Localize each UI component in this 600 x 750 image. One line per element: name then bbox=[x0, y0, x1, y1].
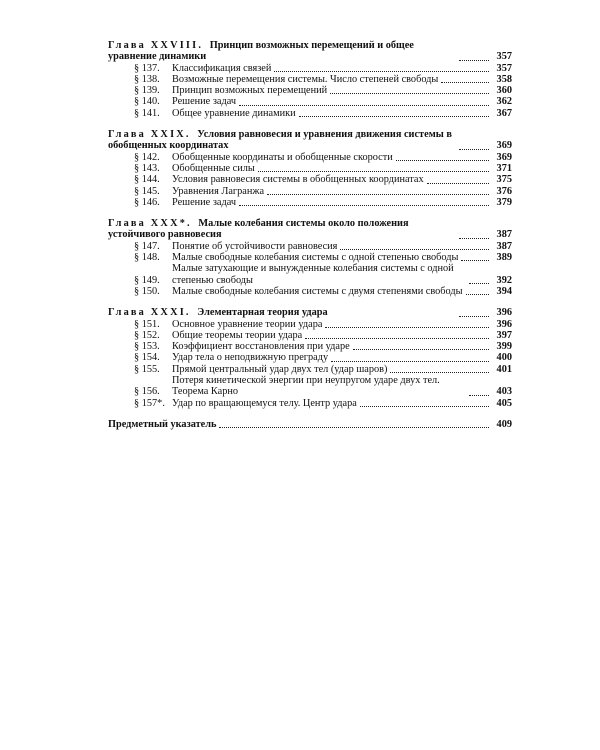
dot-leader bbox=[299, 115, 489, 117]
chapter-block bbox=[108, 129, 512, 208]
section-number: § 151. bbox=[134, 318, 160, 330]
dot-leader bbox=[360, 405, 489, 407]
section-title: Решение задач bbox=[172, 96, 237, 108]
section-title: Возможные перемещения системы. Число степеней свободы bbox=[172, 73, 439, 85]
section-number: § 142. bbox=[134, 151, 160, 163]
dot-leader bbox=[258, 170, 489, 172]
section-title: Уравнения Лагранжа bbox=[172, 185, 265, 197]
section-title: Малые свободные колебания системы с одной степенью свободы bbox=[172, 252, 459, 264]
section-entry bbox=[108, 341, 512, 352]
chapter-title: Принцип возможных перемещений и общее уравнение динамики bbox=[108, 40, 414, 63]
section-entry bbox=[108, 174, 512, 185]
section-title: Решение задач bbox=[172, 196, 237, 208]
section-title: Потеря кинетической энергии при неупругом ударе двух тел. Теорема Карно bbox=[172, 375, 440, 398]
section-entry bbox=[108, 63, 512, 74]
chapter-page-number: 357 bbox=[496, 51, 512, 63]
chapter-block bbox=[108, 307, 512, 409]
chapter-title: Условия равновесия и уравнения движения системы в обобщенных координатах bbox=[108, 129, 452, 152]
dot-leader bbox=[239, 204, 489, 206]
section-page-number: 403 bbox=[496, 386, 512, 398]
section-entry bbox=[108, 163, 512, 174]
section-title: Прямой центральный удар двух тел (удар шаров) bbox=[172, 363, 388, 375]
section-page-number: 367 bbox=[496, 107, 512, 119]
section-page-number: 405 bbox=[496, 397, 512, 409]
section-number: § 155. bbox=[134, 363, 160, 375]
section-entry bbox=[108, 252, 512, 263]
section-entry bbox=[108, 108, 512, 119]
section-title: Малые свободные колебания системы с двумя степенями свободы bbox=[172, 285, 463, 297]
section-number: § 141. bbox=[134, 107, 160, 119]
subject-index-page-number: 409 bbox=[496, 418, 512, 430]
section-entry bbox=[108, 286, 512, 297]
section-title: Удар тела о неподвижную преграду bbox=[172, 352, 329, 364]
section-page-number: 360 bbox=[496, 85, 512, 97]
dot-leader bbox=[239, 104, 489, 106]
dot-leader bbox=[330, 92, 489, 94]
chapter-page-number: 369 bbox=[496, 140, 512, 152]
section-title: Основное уравнение теории удара bbox=[172, 318, 323, 330]
section-number: § 149. bbox=[134, 274, 160, 286]
dot-leader bbox=[274, 70, 489, 72]
section-entry bbox=[108, 398, 512, 409]
section-entry bbox=[108, 375, 512, 398]
section-number: § 152. bbox=[134, 329, 160, 341]
section-page-number: 369 bbox=[496, 151, 512, 163]
chapter-heading bbox=[108, 129, 512, 152]
section-number: § 138. bbox=[134, 73, 160, 85]
section-entry bbox=[108, 352, 512, 363]
dot-leader bbox=[325, 326, 489, 328]
section-entry bbox=[108, 197, 512, 208]
chapter-title: Элементарная теория удара bbox=[197, 307, 328, 319]
section-number: § 139. bbox=[134, 85, 160, 97]
section-page-number: 397 bbox=[496, 329, 512, 341]
section-entry bbox=[108, 263, 512, 286]
chapter-page-number: 387 bbox=[496, 229, 512, 241]
section-title: Классификация связей bbox=[172, 62, 272, 74]
dot-leader bbox=[459, 59, 489, 61]
chapter-title: Малые колебания системы около положения устойчивого равновесия bbox=[108, 218, 409, 241]
section-entry bbox=[108, 85, 512, 96]
section-title: Удар по вращающемуся телу. Центр удара bbox=[172, 397, 357, 409]
section-page-number: 389 bbox=[496, 252, 512, 264]
chapter-heading bbox=[108, 218, 512, 241]
chapter-heading-text bbox=[108, 129, 456, 152]
chapter-block bbox=[108, 218, 512, 297]
section-page-number: 387 bbox=[496, 240, 512, 252]
chapter-label: Глава XXVIII. bbox=[108, 40, 204, 51]
table-of-contents bbox=[108, 40, 512, 430]
dot-leader bbox=[459, 315, 489, 317]
chapter-heading bbox=[108, 40, 512, 63]
dot-leader bbox=[469, 282, 489, 284]
section-title: Обобщенные координаты и обобщенные скорости bbox=[172, 151, 393, 163]
section-number: § 146. bbox=[134, 196, 160, 208]
section-title: Условия равновесия системы в обобщенных координатах bbox=[172, 174, 424, 186]
section-page-number: 376 bbox=[496, 185, 512, 197]
section-number: § 156. bbox=[134, 386, 160, 398]
section-page-number: 371 bbox=[496, 162, 512, 174]
dot-leader bbox=[461, 259, 489, 261]
section-number: § 144. bbox=[134, 174, 160, 186]
section-entry bbox=[108, 241, 512, 252]
chapter-page-number: 396 bbox=[496, 307, 512, 319]
section-entry bbox=[108, 96, 512, 107]
section-number: § 147. bbox=[134, 240, 160, 252]
dot-leader bbox=[441, 81, 489, 83]
chapter-heading-text bbox=[108, 40, 456, 63]
dot-leader bbox=[267, 193, 489, 195]
section-page-number: 394 bbox=[496, 285, 512, 297]
section-page-number: 357 bbox=[496, 62, 512, 74]
section-page-number: 358 bbox=[496, 73, 512, 85]
section-title: Обобщенные силы bbox=[172, 162, 255, 174]
dot-leader bbox=[219, 426, 489, 428]
chapter-label: Глава XXIX. bbox=[108, 129, 191, 141]
dot-leader bbox=[390, 371, 489, 373]
section-title: Малые затухающие и вынужденные колебания системы с одной степенью свободы bbox=[172, 263, 454, 286]
chapter-block bbox=[108, 40, 512, 119]
section-page-number: 399 bbox=[496, 341, 512, 353]
section-page-number: 392 bbox=[496, 274, 512, 286]
dot-leader bbox=[353, 348, 489, 350]
section-title: Понятие об устойчивости равновесия bbox=[172, 240, 338, 252]
subject-index-title: Предметный указатель bbox=[108, 418, 217, 430]
subject-index-entry bbox=[108, 419, 512, 430]
section-entry bbox=[108, 319, 512, 330]
section-number: § 140. bbox=[134, 96, 160, 108]
section-entry bbox=[108, 330, 512, 341]
section-number: § 143. bbox=[134, 162, 160, 174]
section-title: Коэффициент восстановления при ударе bbox=[172, 341, 350, 353]
dot-leader bbox=[396, 159, 489, 161]
section-entry bbox=[108, 152, 512, 163]
chapter-heading-text bbox=[108, 218, 456, 241]
chapter-heading bbox=[108, 307, 512, 318]
section-entry bbox=[108, 186, 512, 197]
section-page-number: 400 bbox=[496, 352, 512, 364]
chapter-heading-text bbox=[108, 307, 456, 318]
section-title: Общие теоремы теории удара bbox=[172, 329, 303, 341]
section-page-number: 396 bbox=[496, 318, 512, 330]
section-number: § 148. bbox=[134, 252, 160, 264]
chapter-label: Глава XXX*. bbox=[108, 218, 192, 230]
dot-leader bbox=[466, 293, 489, 295]
section-number: § 150. bbox=[134, 285, 160, 297]
dot-leader bbox=[305, 337, 489, 339]
section-number: § 157*. bbox=[134, 397, 165, 409]
dot-leader bbox=[469, 394, 489, 396]
section-entry bbox=[108, 74, 512, 85]
section-entry bbox=[108, 364, 512, 375]
section-number: § 145. bbox=[134, 185, 160, 197]
chapter-label: Глава XXXI. bbox=[108, 307, 191, 319]
dot-leader bbox=[459, 148, 489, 150]
section-page-number: 362 bbox=[496, 96, 512, 108]
dot-leader bbox=[459, 237, 489, 239]
section-number: § 137. bbox=[134, 62, 160, 74]
dot-leader bbox=[331, 360, 489, 362]
section-number: § 153. bbox=[134, 341, 160, 353]
section-page-number: 375 bbox=[496, 174, 512, 186]
section-title: Принцип возможных перемещений bbox=[172, 85, 328, 97]
section-title: Общее уравнение динамики bbox=[172, 107, 296, 119]
dot-leader bbox=[427, 182, 489, 184]
section-page-number: 401 bbox=[496, 363, 512, 375]
dot-leader bbox=[340, 248, 489, 250]
section-number: § 154. bbox=[134, 352, 160, 364]
section-page-number: 379 bbox=[496, 196, 512, 208]
